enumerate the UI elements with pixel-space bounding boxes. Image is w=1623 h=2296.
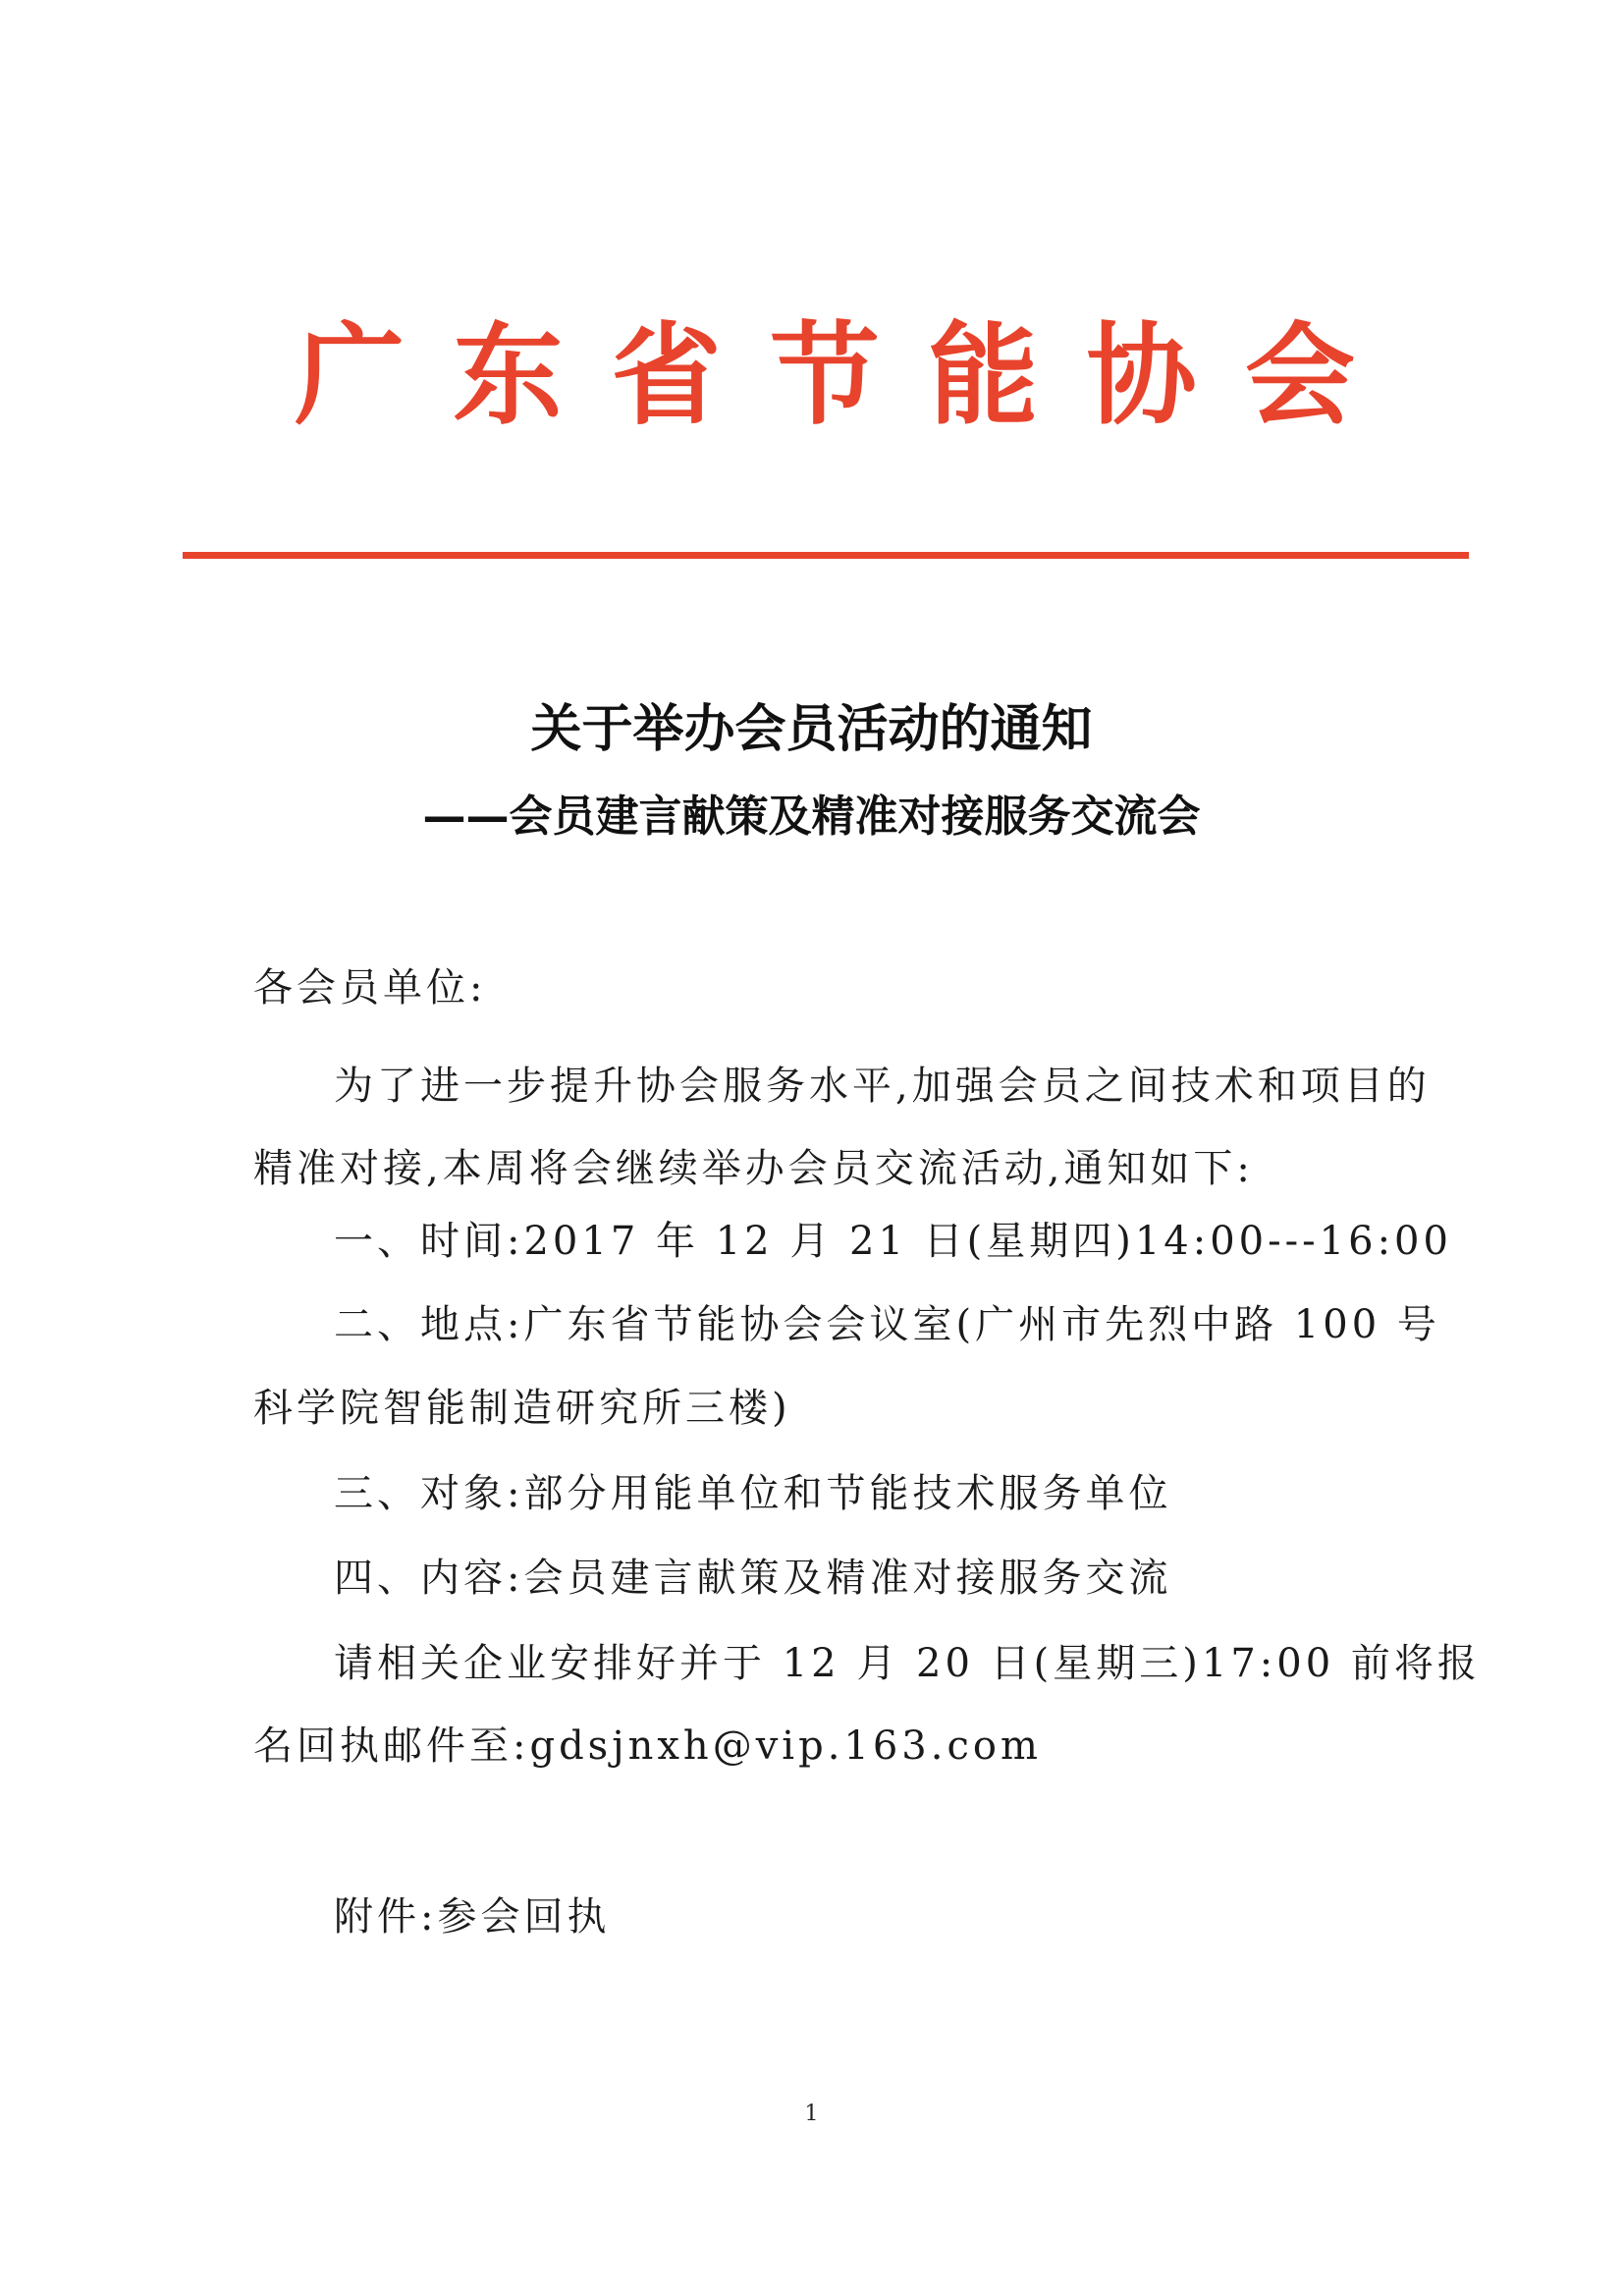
organization-name [295,312,1355,440]
item-target: 三、对象:部分用能单位和节能技术服务单位 [334,1471,1172,1516]
notice-title: 关于举办会员活动的通知 [530,700,1093,759]
registration-email: 名回执邮件至:gdsjnxh@vip.163.com [253,1723,1042,1769]
item-place: 二、地点:广东省节能协会会议室(广州市先烈中路 100 号 [334,1302,1440,1347]
org-name-char: 会 [1244,312,1355,440]
item-content: 四、内容:会员建言献策及精准对接服务交流 [334,1556,1172,1601]
header-divider [183,552,1469,559]
item-time: 一、时间:2017 年 12 月 21 日(星期四)14:00---16:00 [334,1219,1452,1264]
org-name-char: 协 [1086,312,1197,440]
intro-paragraph-line: 为了进一步提升协会服务水平,加强会员之间技术和项目的 [334,1064,1431,1109]
intro-paragraph-line: 精准对接,本周将会继续举办会员交流活动,通知如下: [253,1146,1254,1191]
salutation: 各会员单位: [253,965,487,1011]
org-name-char: 节 [769,312,880,440]
item-place-continued: 科学院智能制造研究所三楼) [253,1386,791,1431]
org-name-char: 广 [295,312,405,440]
org-name-char: 能 [928,312,1039,440]
org-name-char: 东 [453,312,564,440]
notice-subtitle: ——会员建言献策及精准对接服务交流会 [422,792,1201,842]
page-number: 1 [804,2102,819,2126]
registration-instruction: 请相关企业安排好并于 12 月 20 日(星期三)17:00 前将报 [334,1641,1481,1686]
org-name-char: 省 [611,312,722,440]
attachment-note: 附件:参会回执 [334,1894,611,1940]
